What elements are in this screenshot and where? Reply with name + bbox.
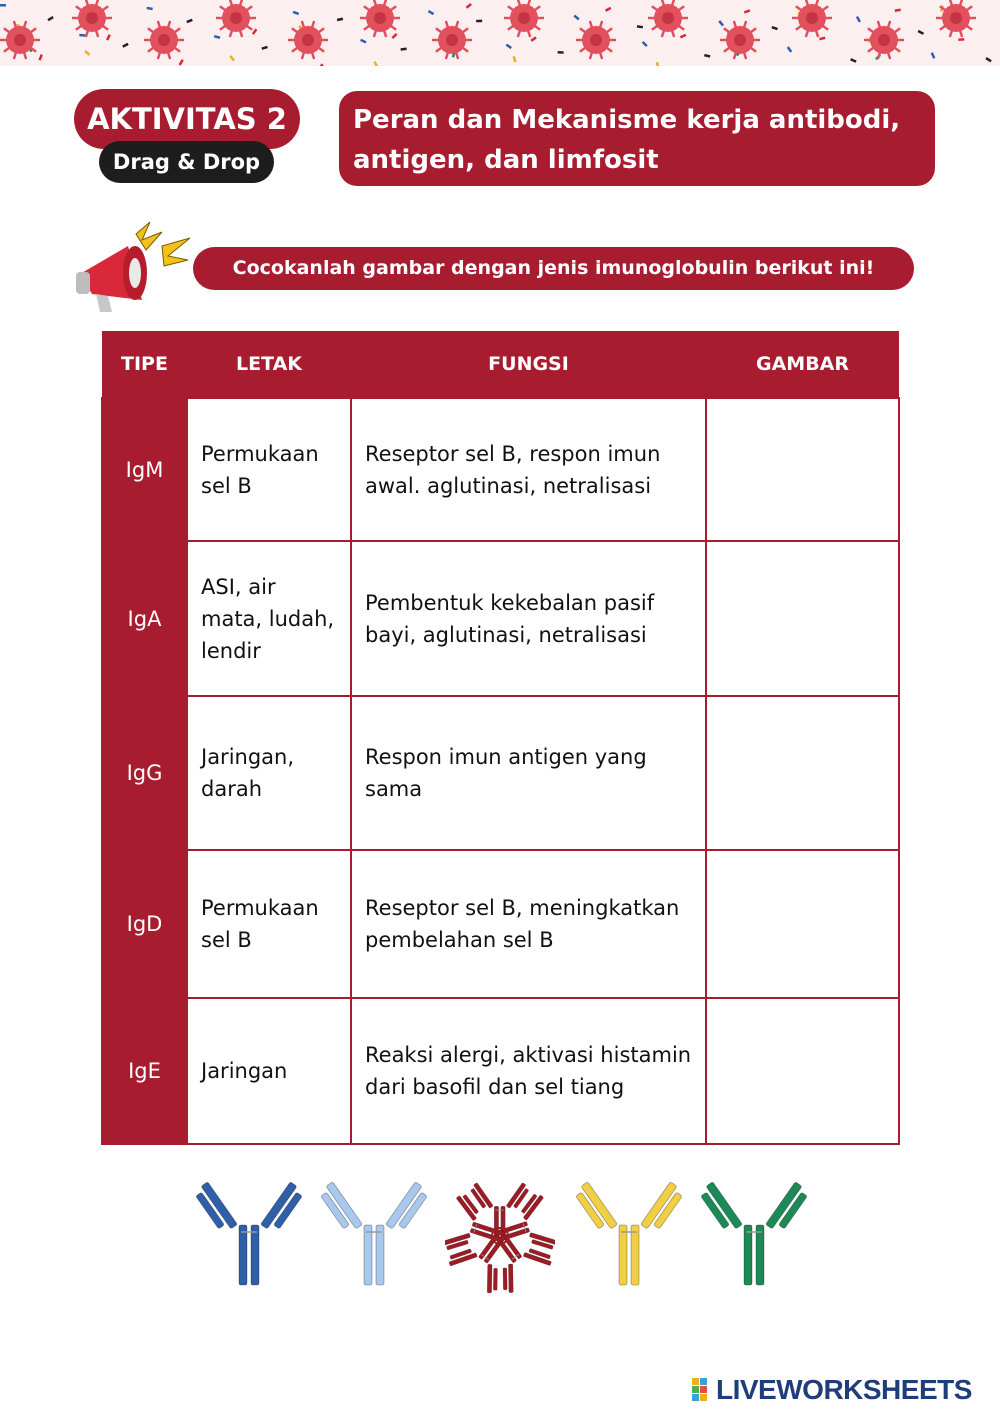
- draggable-pieces: [195, 1170, 815, 1300]
- cell-fungsi: Reseptor sel B, respon imun awal. aglutinasi, netralisasi: [351, 398, 706, 541]
- virus-pattern-banner: [0, 0, 1000, 66]
- cell-fungsi: Reseptor sel B, meningkatkan pembelahan sel B: [351, 850, 706, 998]
- table-header-row: [102, 331, 899, 398]
- drop-zone-ige[interactable]: [706, 998, 899, 1144]
- drop-zone-igd[interactable]: [706, 850, 899, 998]
- column-header-letak: LETAK: [187, 331, 351, 398]
- cell-letak: Jaringan, darah: [187, 696, 351, 850]
- page-title: [339, 91, 935, 186]
- cell-fungsi: Pembentuk kekebalan pasif bayi, aglutinasi, netralisasi: [351, 541, 706, 696]
- cell-fungsi: Reaksi alergi, aktivasi histamin dari basofil dan sel tiang: [351, 998, 706, 1144]
- logo-mark-icon: [692, 1378, 716, 1402]
- activity-badge: AKTIVITAS 2: [74, 89, 300, 149]
- cell-letak: Jaringan: [187, 998, 351, 1144]
- column-header-gambar: GAMBAR: [706, 331, 899, 398]
- title-line-2: antigen, dan limfosit: [353, 145, 659, 175]
- table-row: [102, 696, 899, 850]
- table-row: [102, 850, 899, 998]
- drop-zone-iga[interactable]: [706, 541, 899, 696]
- cell-tipe: IgD: [102, 850, 187, 998]
- cell-tipe: IgE: [102, 998, 187, 1144]
- cell-fungsi: Respon imun antigen yang sama: [351, 696, 706, 850]
- title-line-1: Peran dan Mekanisme kerja antibodi,: [353, 105, 901, 135]
- mode-badge: Drag & Drop: [99, 141, 274, 183]
- antibody-dark-blue-icon[interactable]: [195, 1170, 305, 1295]
- logo-text: LIVEWORKSHEETS: [716, 1374, 972, 1405]
- column-header-tipe: TIPE: [102, 331, 187, 398]
- antibody-light-blue-icon[interactable]: [320, 1170, 430, 1295]
- drop-zone-igm[interactable]: [706, 398, 899, 541]
- cell-tipe: IgG: [102, 696, 187, 850]
- antibody-green-icon[interactable]: [700, 1170, 810, 1295]
- antibody-yellow-icon[interactable]: [575, 1170, 685, 1295]
- cell-letak: Permukaan sel B: [187, 850, 351, 998]
- cell-tipe: IgM: [102, 398, 187, 541]
- cell-letak: Permukaan sel B: [187, 398, 351, 541]
- drop-zone-igg[interactable]: [706, 696, 899, 850]
- instruction-banner: Cocokanlah gambar dengan jenis imunoglobulin berikut ini!: [193, 247, 914, 290]
- immunoglobulin-table: [101, 331, 900, 1145]
- cell-letak: ASI, air mata, ludah, lendir: [187, 541, 351, 696]
- table-row: [102, 998, 899, 1144]
- table-row: [102, 398, 899, 541]
- megaphone-icon: [72, 216, 196, 316]
- table-row: [102, 541, 899, 696]
- antibody-pentamer-icon[interactable]: [445, 1170, 555, 1295]
- cell-tipe: IgA: [102, 541, 187, 696]
- liveworksheets-logo: [692, 1373, 992, 1407]
- column-header-fungsi: FUNGSI: [351, 331, 706, 398]
